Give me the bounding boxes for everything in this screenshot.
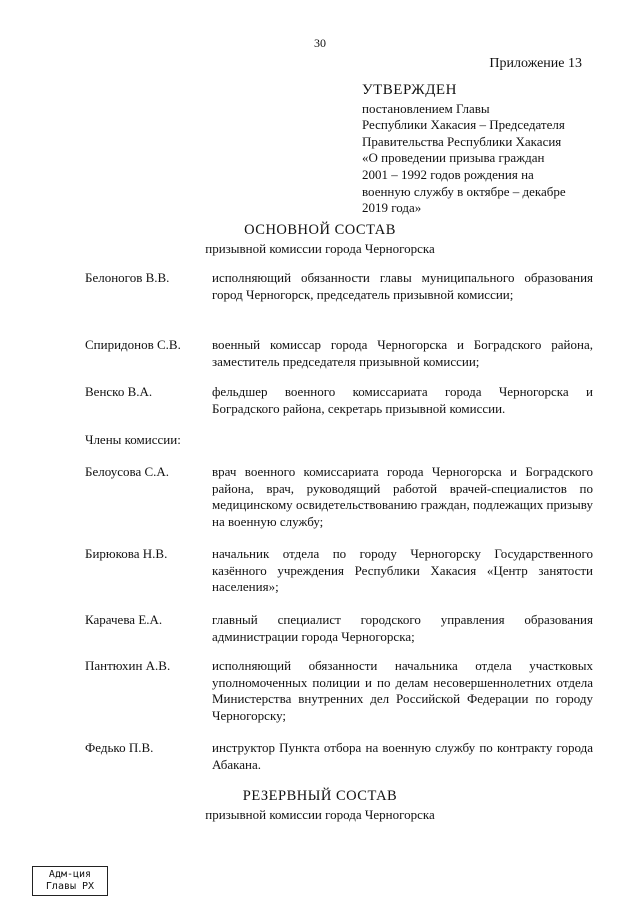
member-role: исполняющий обязанности начальника отдела участковых уполномоченных полиции и по делам несовершеннолетних отдела Министерства внутренних дел Российской Федерации по городу Черногорску; <box>212 658 593 723</box>
approval-line: 2019 года» <box>362 200 422 216</box>
member-name: Пантюхин А.В. <box>85 658 171 673</box>
reserve-composition-heading <box>0 788 640 823</box>
member-role: врач военного комиссариата города Черногорска и Боградского района, врач, руководящий работой врачей-специалистов по медицинскому освидетельствованию граждан, подлежащих призыву на военную службу; <box>212 464 593 529</box>
member-role: инструктор Пункта отбора на военную службу по контракту города Абакана. <box>212 740 593 772</box>
registration-stamp <box>32 866 108 896</box>
reserve-composition-title: РЕЗЕРВНЫЙ СОСТАВ <box>242 788 398 804</box>
member-entry <box>85 546 593 596</box>
member-name: Белоусова С.А. <box>85 464 170 479</box>
member-entry <box>85 464 593 530</box>
member-entry <box>85 658 593 724</box>
member-role: главный специалист городского управления образования администрации города Черногорска; <box>212 612 593 644</box>
members-label: Члены комиссии: <box>85 432 181 447</box>
member-name: Венско В.А. <box>85 384 153 399</box>
approval-block <box>362 82 602 217</box>
leadership-entry-secretary <box>85 384 593 417</box>
member-role: военный комиссар города Черногорска и Боградского района, заместитель председателя призывной комиссии; <box>212 337 593 369</box>
member-role: исполняющий обязанности главы муниципального образования город Черногорск, председатель призывной комиссии; <box>212 270 593 302</box>
member-name: Спиридонов С.В. <box>85 337 181 352</box>
main-composition-subtitle: призывной комиссии города Черногорска <box>205 241 435 256</box>
approval-title: УТВЕРЖДЕН <box>362 82 457 98</box>
stamp-line: Главы РХ <box>45 881 95 892</box>
member-role: фельдшер военного комиссариата города Черногорска и Боградского района, секретарь призывной комиссии. <box>212 384 593 416</box>
reserve-composition-subtitle: призывной комиссии города Черногорска <box>205 807 435 822</box>
member-entry <box>85 612 593 645</box>
approval-line: постановлением Главы <box>362 100 490 116</box>
leadership-entry-deputy <box>85 337 593 370</box>
stamp-line: Адм-ция <box>48 869 92 880</box>
approval-line: Правительства Республики Хакасия <box>362 133 562 149</box>
member-name: Бирюкова Н.В. <box>85 546 168 561</box>
member-entry <box>85 740 593 773</box>
leadership-entry-chairman <box>85 270 593 303</box>
main-composition-title: ОСНОВНОЙ СОСТАВ <box>244 222 396 238</box>
approval-line: Республики Хакасия – Председателя <box>362 117 565 133</box>
member-name: Карачева Е.А. <box>85 612 163 627</box>
approval-line: военную службу в октябре – декабре <box>362 183 566 199</box>
page-number: 30 <box>314 36 326 50</box>
appendix-label: Приложение 13 <box>489 56 582 71</box>
approval-line: 2001 – 1992 годов рождения на <box>362 166 534 182</box>
member-name: Федько П.В. <box>85 740 154 755</box>
approval-line: «О проведении призыва граждан <box>362 150 545 166</box>
member-name: Белоногов В.В. <box>85 270 170 285</box>
member-role: начальник отдела по городу Черногорску Государственного казённого учреждения Республики Хакасия «Центр занятости населения»; <box>212 546 593 594</box>
main-composition-heading <box>0 222 640 257</box>
